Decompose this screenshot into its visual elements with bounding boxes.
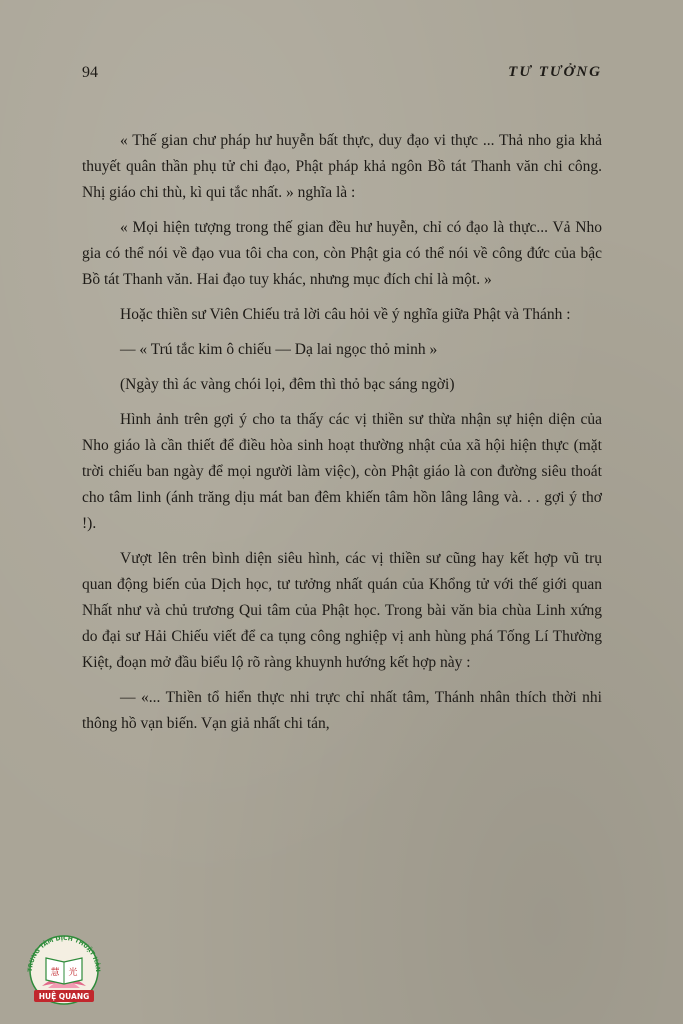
- logo-arc-text: TRUNG TÂM DỊCH THUẬT HÁN: [26, 934, 102, 973]
- paragraph-5: (Ngày thì ác vàng chói lọi, đêm thì thỏ bạc sáng ngời): [120, 376, 455, 393]
- logo-emblem-icon: [22, 928, 106, 1006]
- logo-name: HUỆ QUANG: [38, 992, 90, 1001]
- page-header: [82, 64, 602, 88]
- page-number: 94: [82, 64, 98, 81]
- logo-book-char-left: 慧: [50, 968, 60, 978]
- paragraph-6: Hình ảnh trên gợi ý cho ta thấy các vị thiền sư thừa nhận sự hiện diện của Nho giáo là cần thiết để điều hòa sinh hoạt thường nhật của xã hội hiện thực (mặt trời chiếu ban ngày để mọi người làm việc), còn Phật giáo là con đường siêu thoát cho tâm linh (ánh trăng dịu mát ban đêm khiến tâm hồn lâng lâng và. . . gợi ý thơ !).: [82, 411, 602, 532]
- paragraph-3: Hoặc thiền sư Viên Chiếu trả lời câu hỏi về ý nghĩa giữa Phật và Thánh :: [120, 306, 571, 323]
- paragraph-2: « Mọi hiện tượng trong thế gian đều hư huyễn, chỉ có đạo là thực... Vả Nho gia có thể nói về đạo vua tôi cha con, còn Phật gia có thể nói về công đức của bậc Bồ tát Thanh văn. Hai đạo tuy khác, nhưng mục đích chỉ là một. »: [82, 219, 602, 288]
- paragraph-8: — «... Thiền tổ hiển thực nhi trực chỉ nhất tâm, Thánh nhân thích thời nhi thông hồ vạn biến. Vạn giả nhất chi tán,: [82, 689, 602, 732]
- running-title: TƯ TƯỞNG: [508, 64, 602, 80]
- paragraph-4: — « Trú tắc kim ô chiếu — Dạ lai ngọc thỏ minh »: [120, 341, 438, 358]
- hue-quang-logo: [22, 928, 106, 1006]
- body-text: [82, 128, 602, 746]
- paragraph-1: « Thế gian chư pháp hư huyễn bất thực, duy đạo vi thực ... Thả nho gia khả thuyết quân thần phụ tử chi đạo, Phật pháp khả ngôn Bồ tát Thanh văn chi công. Nhị giáo chi thù, kì qui tắc nhất. » nghĩa là :: [82, 132, 602, 201]
- logo-book-char-right: 光: [68, 968, 78, 978]
- paragraph-7: Vượt lên trên bình diện siêu hình, các vị thiền sư cũng hay kết hợp vũ trụ quan động biến của Dịch học, tư tưởng nhất quán của Khổng tử với thế giới quan Nhất như và chủ trương Qui tâm của Phật học. Trong bài văn bia chùa Linh xứng do đại sư Hải Chiếu viết để ca tụng công nghiệp vị anh hùng phá Tống Lí Thường Kiệt, đoạn mở đầu biểu lộ rõ ràng khuynh hướng kết hợp này :: [82, 550, 602, 671]
